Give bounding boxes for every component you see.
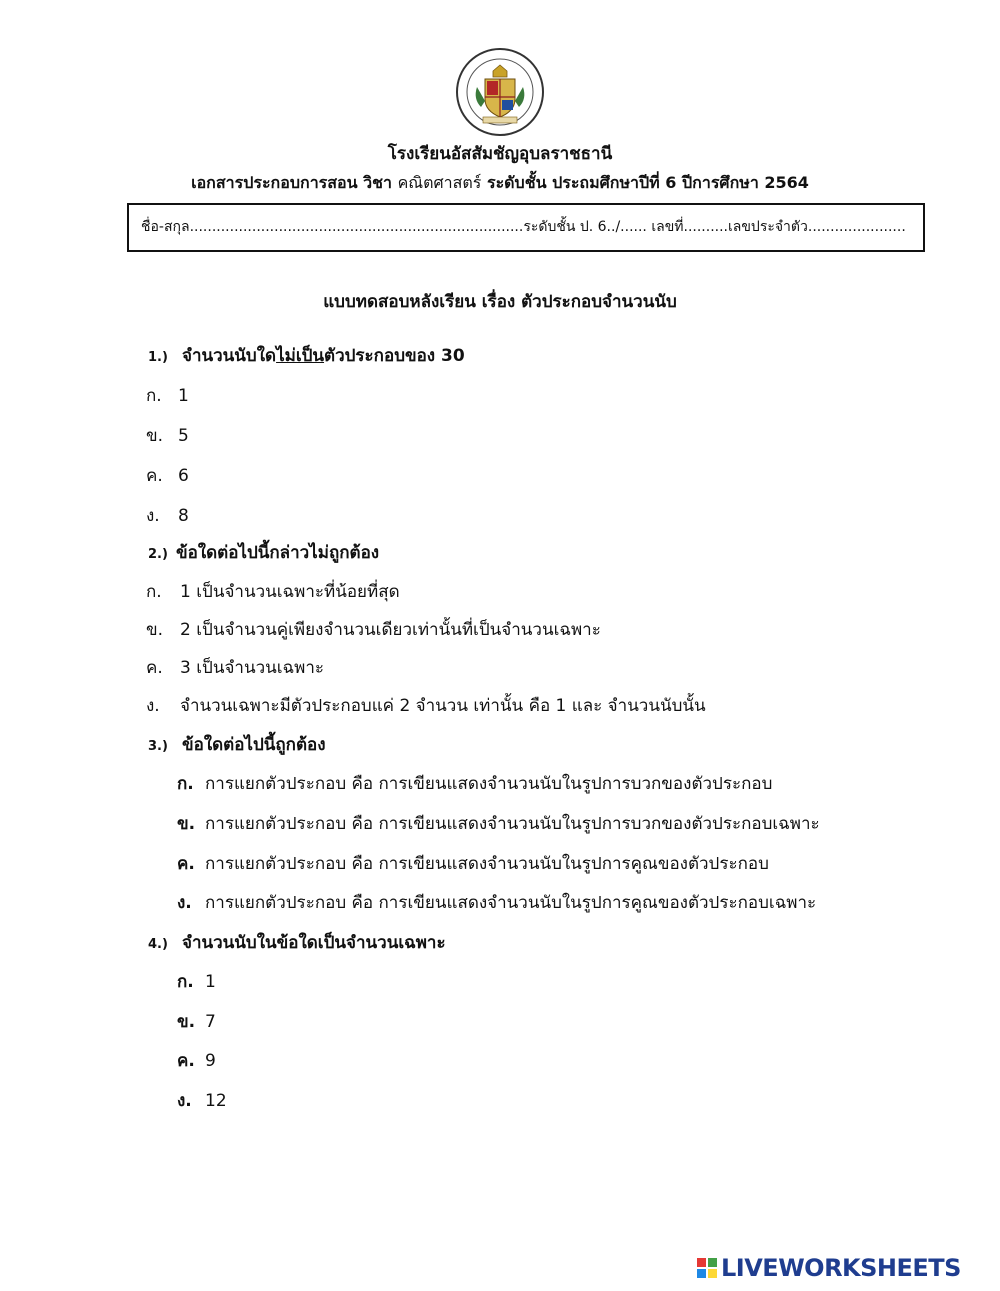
document-subtitle (0, 171, 1000, 196)
brand-block (697, 1258, 706, 1267)
brand-block (697, 1269, 706, 1278)
option-letter: ก. (146, 582, 162, 602)
school-name: โรงเรียนอัสสัมชัญอุบลราชธานี (387, 144, 613, 164)
option-letter: ข. (177, 1012, 196, 1032)
option-letter: ง. (177, 893, 192, 913)
brand-text: LIVEWORKSHEETS (721, 1254, 961, 1282)
option-letter: ค. (177, 1051, 195, 1071)
option-letter: ง. (146, 696, 160, 716)
option-text: 12 (205, 1091, 227, 1111)
option-letter: ก. (177, 774, 194, 794)
option-text: 1 (178, 386, 189, 406)
brand-block (708, 1258, 717, 1267)
quiz-title: แบบทดสอบหลังเรียน เรื่อง ตัวประกอบจำนวนนับ (323, 292, 677, 312)
question-text: จำนวนนับในข้อใดเป็นจำนวนเฉพาะ (182, 933, 446, 953)
liveworksheets-logo-icon (697, 1258, 717, 1278)
q4-option-b[interactable] (177, 1008, 216, 1035)
question-1 (148, 342, 465, 369)
question-number: 1.) (148, 350, 168, 365)
option-letter: ข. (146, 426, 164, 446)
option-text: 1 เป็นจำนวนเฉพาะที่น้อยที่สุด (180, 582, 400, 602)
question-number: 3.) (148, 739, 168, 754)
option-letter: ค. (146, 466, 163, 486)
q2-option-d[interactable] (146, 692, 706, 719)
option-letter: ค. (146, 658, 163, 678)
q3-option-a[interactable] (177, 770, 772, 797)
option-text: 1 (205, 972, 216, 992)
q3-option-c[interactable] (177, 850, 769, 877)
q3-option-b[interactable] (177, 810, 820, 837)
school-crest-logo (455, 47, 545, 137)
q4-option-c[interactable] (177, 1047, 216, 1074)
doc-line-prefix: เอกสารประกอบการสอน วิชา (191, 173, 392, 192)
option-text: 5 (178, 426, 189, 446)
question-4 (148, 929, 446, 956)
option-letter: ง. (177, 1091, 192, 1111)
q2-option-b[interactable] (146, 616, 601, 643)
q2-option-a[interactable] (146, 578, 400, 605)
option-text: 8 (178, 506, 189, 526)
question-2 (148, 539, 379, 566)
q1-option-d[interactable] (146, 502, 189, 529)
q2-option-c[interactable] (146, 654, 324, 681)
option-text: 2 เป็นจำนวนคู่เพียงจำนวนเดียวเท่านั้นที่เป็นจำนวนเฉพาะ (180, 620, 601, 640)
question-text-after: ตัวประกอบของ 30 (324, 346, 465, 366)
option-letter: ง. (146, 506, 160, 526)
option-letter: ข. (177, 814, 196, 834)
question-text-before: จำนวนนับใด (182, 346, 277, 366)
option-text: การแยกตัวประกอบ คือ การเขียนแสดงจำนวนนับในรูปการคูณของตัวประกอบ (205, 854, 769, 874)
question-number: 4.) (148, 937, 168, 952)
subject-name: คณิตศาสตร์ (397, 173, 482, 192)
option-text: 6 (178, 466, 189, 486)
student-info-text: ชื่อ-สกุล...........................................................................ระดับชั้น ป. 6../...... เลขที่..........เลขประจำตัว...................... (141, 219, 906, 235)
question-3 (148, 731, 326, 758)
option-letter: ก. (146, 386, 162, 406)
option-text: 9 (205, 1051, 216, 1071)
question-text: ข้อใดต่อไปนี้กล่าวไม่ถูกต้อง (176, 543, 380, 563)
brand-block (708, 1269, 717, 1278)
q3-option-d[interactable] (177, 889, 816, 916)
question-text-underline: ไม่เป็น (276, 346, 325, 366)
option-text: การแยกตัวประกอบ คือ การเขียนแสดงจำนวนนับในรูปการบวกของตัวประกอบ (205, 774, 773, 794)
option-letter: ข. (146, 620, 164, 640)
doc-line-suffix: ระดับชั้น ประถมศึกษาปีที่ 6 ปีการศึกษา 2564 (486, 173, 809, 192)
option-text: 7 (205, 1012, 216, 1032)
q1-option-a[interactable] (146, 382, 189, 409)
liveworksheets-brand[interactable] (697, 1253, 961, 1283)
option-text: การแยกตัวประกอบ คือ การเขียนแสดงจำนวนนับในรูปการบวกของตัวประกอบเฉพาะ (205, 814, 820, 834)
option-text: จำนวนเฉพาะมีตัวประกอบแค่ 2 จำนวน เท่านั้น คือ 1 และ จำนวนนับนั้น (180, 696, 706, 716)
option-text: 3 เป็นจำนวนเฉพาะ (180, 658, 325, 678)
question-text: ข้อใดต่อไปนี้ถูกต้อง (182, 735, 326, 755)
option-letter: ค. (177, 854, 195, 874)
option-letter: ก. (177, 972, 194, 992)
option-text: การแยกตัวประกอบ คือ การเขียนแสดงจำนวนนับในรูปการคูณของตัวประกอบเฉพาะ (205, 893, 817, 913)
question-number: 2.) (148, 547, 168, 562)
q1-option-b[interactable] (146, 422, 189, 449)
q1-option-c[interactable] (146, 462, 189, 489)
q4-option-a[interactable] (177, 968, 216, 995)
student-info-box[interactable] (127, 203, 925, 252)
q4-option-d[interactable] (177, 1087, 227, 1114)
